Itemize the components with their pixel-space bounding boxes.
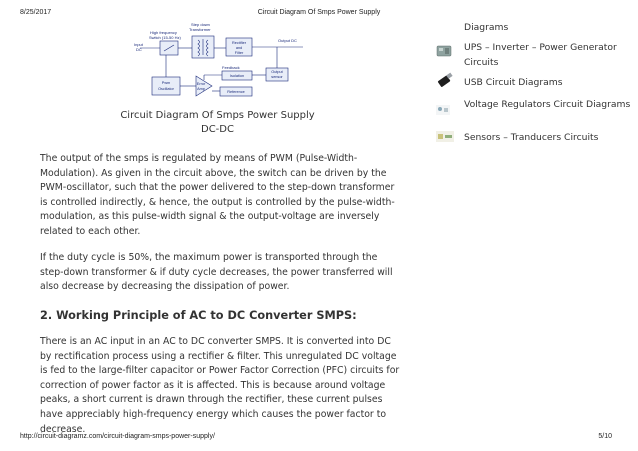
diagram-label-amp-1: Error bbox=[196, 82, 206, 86]
body-paragraph-ac-dc: There is an AC input in an AC to DC converter SMPS. It is converted into DC by rectification process using a rectifier & filter. This unregulated DC voltage is fed to the large-filter capacitor or Power Factor Correction (PFC) circuits for correction of power factor as it is affected. This is because around voltage peaks, a short current is drawn through the rectifier, these current pulses have appreciably high-frequency energy which causes the power factor to decrease. bbox=[40, 336, 400, 435]
diagram-label-isolation: Isolation bbox=[229, 74, 245, 78]
diagram-label-rectifier-1: Rectifier bbox=[232, 41, 246, 45]
diagram-label-output-dc: Output DC bbox=[278, 38, 297, 43]
figure-caption: Circuit Diagram Of Smps Power Supply bbox=[120, 110, 315, 121]
section-heading: 2. Working Principle of AC to DC Converter SMPS: bbox=[40, 309, 357, 322]
sidebar-item-ups[interactable]: UPS – Inverter – Power Generator Circuits bbox=[464, 42, 617, 68]
diagram-label-rectifier-2: and bbox=[235, 46, 243, 50]
sidebar-item-sensors[interactable]: Sensors – Tranducers Circuits bbox=[464, 132, 599, 143]
print-date: 8/25/2017 bbox=[20, 9, 52, 16]
diagram-label-sensor-2: sensor bbox=[271, 75, 283, 79]
diagram-label-switch-1: High frequency bbox=[150, 30, 177, 35]
regulator-thumbnail-icon[interactable] bbox=[436, 105, 450, 115]
diagram-label-dc: DC bbox=[136, 47, 142, 52]
body-paragraph-duty-cycle: If the duty cycle is 50%, the maximum power is transported through the step-down transformer & if duty cycle decreases, the power transferred will also decrease by decreasing the dissipation of power. bbox=[40, 252, 393, 293]
sidebar-item-regulators[interactable]: Voltage Regulators Circuit Diagrams bbox=[464, 99, 631, 110]
figure-caption-subtitle: DC-DC bbox=[201, 124, 234, 135]
diagram-label-sensor-1: Output bbox=[271, 70, 283, 74]
ups-thumbnail-icon[interactable] bbox=[436, 43, 452, 59]
oscillator-block bbox=[152, 77, 180, 95]
print-title: Circuit Diagram Of Smps Power Supply bbox=[257, 9, 381, 16]
body-paragraph-pwm: The output of the smps is regulated by means of PWM (Pulse-Width-Modulation). As given in the circuit above, the switch can be driven by the PWM-oscillator, such that the power delivered to the step-down transformer is controlled indirectly, & hence, the output is controlled by the pulse-width-modulation, as this pulse-width signal & the output-voltage are inversely related to each other. bbox=[40, 153, 395, 237]
diagram-label-feedback: Feedback bbox=[222, 65, 240, 70]
diagram-label-switch-2: Switch (15-50 Hz) bbox=[149, 35, 181, 40]
sidebar-item-diagrams[interactable]: Diagrams bbox=[464, 22, 509, 33]
diagram-label-amp-2: Amp bbox=[197, 87, 205, 91]
diagram-label-transformer-2: Transformer bbox=[189, 27, 211, 32]
smps-block-diagram bbox=[128, 18, 308, 103]
sidebar-item-usb[interactable]: USB Circuit Diagrams bbox=[464, 77, 563, 88]
sensor-thumbnail-icon[interactable] bbox=[436, 131, 454, 142]
footer-url: http://circuit-diagramz.com/circuit-diagram-smps-power-supply/ bbox=[20, 433, 215, 440]
diagram-label-input: Input bbox=[134, 42, 143, 47]
diagram-label-osc-2: Oscillator bbox=[158, 87, 174, 91]
page-number: 5/10 bbox=[598, 433, 612, 440]
usb-thumbnail-icon[interactable] bbox=[436, 71, 454, 89]
diagram-label-transformer-1: Step down bbox=[191, 22, 210, 27]
diagram-label-rectifier-3: Filter bbox=[234, 51, 244, 55]
diagram-label-osc-1: Pwm bbox=[161, 81, 171, 85]
diagram-label-reference: Reference bbox=[227, 90, 245, 94]
